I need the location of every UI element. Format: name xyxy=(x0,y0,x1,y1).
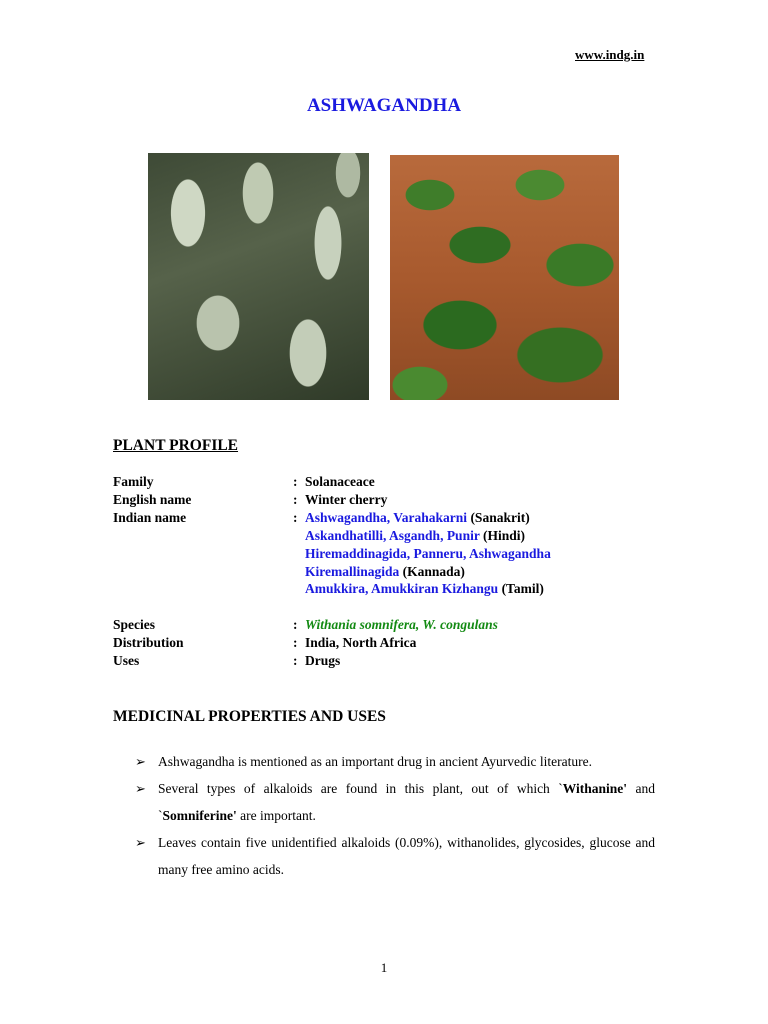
distribution-label: Distribution xyxy=(113,635,184,650)
list-item xyxy=(135,829,655,883)
indian-name-line xyxy=(305,564,465,582)
separator: : xyxy=(293,617,298,632)
english-name-label: English name xyxy=(113,492,192,507)
separator: : xyxy=(293,510,298,525)
arrow-bullet-icon: ➢ xyxy=(135,781,146,796)
medicinal-bullet-list xyxy=(135,748,655,883)
language-label: (Kannada) xyxy=(402,564,465,579)
species-value: Withania somnifera, W. congulans xyxy=(305,617,498,632)
indian-names: Askandhatilli, Asgandh, Punir xyxy=(305,528,480,543)
arrow-bullet-icon: ➢ xyxy=(135,754,146,769)
species-label: Species xyxy=(113,617,155,632)
indian-names: Ashwagandha, Varahakarni xyxy=(305,510,468,525)
bold-term: Withanine' xyxy=(562,781,628,796)
indian-name-line xyxy=(305,510,530,526)
language-label: (Tamil) xyxy=(501,581,544,596)
uses-value: Drugs xyxy=(305,653,341,668)
field-crop-photo xyxy=(390,155,619,400)
page-title: ASHWAGANDHA xyxy=(306,95,462,116)
indian-name-line xyxy=(305,581,544,599)
plant-profile-heading: PLANT PROFILE xyxy=(113,437,239,454)
distribution-value: India, North Africa xyxy=(305,635,417,650)
list-item xyxy=(135,775,655,829)
family-label: Family xyxy=(113,474,154,489)
separator: : xyxy=(293,474,298,489)
indian-names: Kiremallinagida xyxy=(305,564,400,579)
indian-names: Amukkira, Amukkiran Kizhangu xyxy=(305,581,499,596)
indian-name-label: Indian name xyxy=(113,510,187,525)
separator: : xyxy=(293,492,298,507)
uses-label: Uses xyxy=(113,653,140,668)
bullet-text: and ` xyxy=(158,781,655,823)
bullet-text: Ashwagandha is mentioned as an important drug in ancient Ayurvedic literature. xyxy=(158,754,593,769)
separator: : xyxy=(293,653,298,668)
separator: : xyxy=(293,635,298,650)
page-number: 1 xyxy=(380,960,388,975)
indian-names: Hiremaddinagida, Panneru, Ashwagandha xyxy=(305,546,551,561)
bold-term: Somniferine' xyxy=(162,808,237,823)
bullet-text: are important. xyxy=(236,808,316,823)
language-label: (Sanakrit) xyxy=(470,510,530,525)
bullet-text: Several types of alkaloids are found in this plant, out of which ` xyxy=(158,781,563,796)
indian-name-line xyxy=(305,528,525,546)
site-link[interactable]: www.indg.in xyxy=(575,47,645,62)
language-label: (Hindi) xyxy=(482,528,525,543)
bullet-text: Leaves contain five unidentified alkaloids (0.09%), withanolides, glycosides, glucose and many free amino acids. xyxy=(158,835,655,877)
list-item xyxy=(135,748,655,775)
indian-name-line xyxy=(305,546,551,564)
arrow-bullet-icon: ➢ xyxy=(135,835,146,850)
leaves-photo xyxy=(148,153,369,400)
family-value: Solanaceace xyxy=(305,474,375,489)
english-name-value: Winter cherry xyxy=(305,492,388,507)
medicinal-heading: MEDICINAL PROPERTIES AND USES xyxy=(113,708,386,725)
